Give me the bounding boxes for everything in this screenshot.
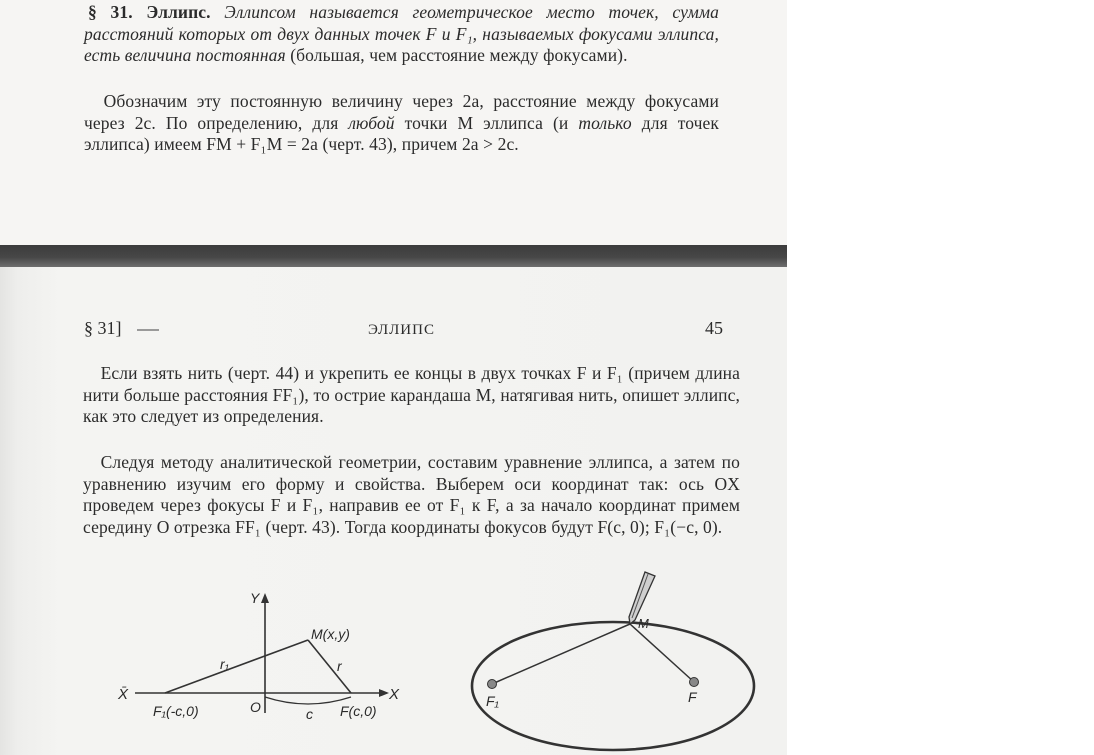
definition-tail: (большая, чем расстояние между фокусами). [290,45,628,65]
page-number: 45 [705,318,723,338]
section-title: Эллипс. [146,2,211,22]
paragraph-definition [84,2,719,67]
definition-text: Эллипсом называется геометрическое место точек, сумма расстояний которых от двух данных точек F и F₁, называемых фокусами эллипса, есть величина постоянная [84,2,719,65]
page-divider [0,245,787,267]
y-axis-label: Y [250,590,260,606]
running-head-section: § 31] [84,318,122,338]
notation-text-3: для точек эллипса) имеем FM + F₁M = 2a (черт. 43), причем 2a > 2c. [84,112,719,154]
ellipse-curve [472,622,754,750]
x-axis-right-label: X [389,686,400,703]
section-number: § 31. [88,2,133,22]
segment-r1 [165,640,308,693]
origin-label: O [250,699,261,715]
figure-43 [105,585,405,730]
coordinates-text: Следуя методу аналитической геометрии, составим уравнение эллипса, а затем по уравнению изучим его форму и свойства. Выберем оси координат так: ось OX проведем через фокусы F и F₁, направив ее от F₁ к F, а за начало координат примем середину O отрезка FF₁ (черт. 43). Тогда координаты фокусов будут F(c, 0); F₁(−c, 0). [83,452,740,537]
thread-text: Если взять нить (черт. 44) и укрепить ее концы в двух точках F и F₁ (причем длина нити больше расстояния FF₁), то острие карандаша M, натягивая нить, опишет эллипс, как это следует из определения. [83,363,740,426]
segment-r [308,640,351,693]
focus-right-label: F(c,0) [340,703,377,719]
notation-text-2: точки M эллипса (и [404,112,569,133]
notation-emph-1: любой [348,112,395,133]
y-axis-arrow-icon [261,593,269,603]
running-head-title: ЭЛЛИПС [368,322,435,338]
focus-left-label: F₁(-c,0) [153,703,199,719]
paragraph-notation [84,91,719,156]
pencil-m-label: M [638,616,649,631]
x-axis-left-label: X̄ [118,686,129,703]
figure-44 [462,560,762,755]
notation-emph-2: только [578,112,632,133]
thread-right [630,624,694,682]
paragraph-thread [83,363,740,428]
paragraph-coordinates [83,452,740,538]
x-axis-arrow-icon [379,689,389,697]
point-m-label: M(x,y) [311,626,350,642]
pin-left-icon [488,680,497,689]
pin-right-label: F [688,689,697,705]
c-label: c [306,706,313,722]
r-label: r [337,658,342,674]
notation-text-1: Обозначим эту постоянную величину через 2a, расстояние между фокусами через 2c. По определению, для [84,91,719,133]
r1-label: r₁ [220,656,230,672]
segment-c-brace [265,697,351,704]
thread-left [492,624,630,684]
pin-right-icon [690,678,699,687]
running-head-rule [137,329,159,331]
pin-left-label: F₁ [486,693,499,709]
